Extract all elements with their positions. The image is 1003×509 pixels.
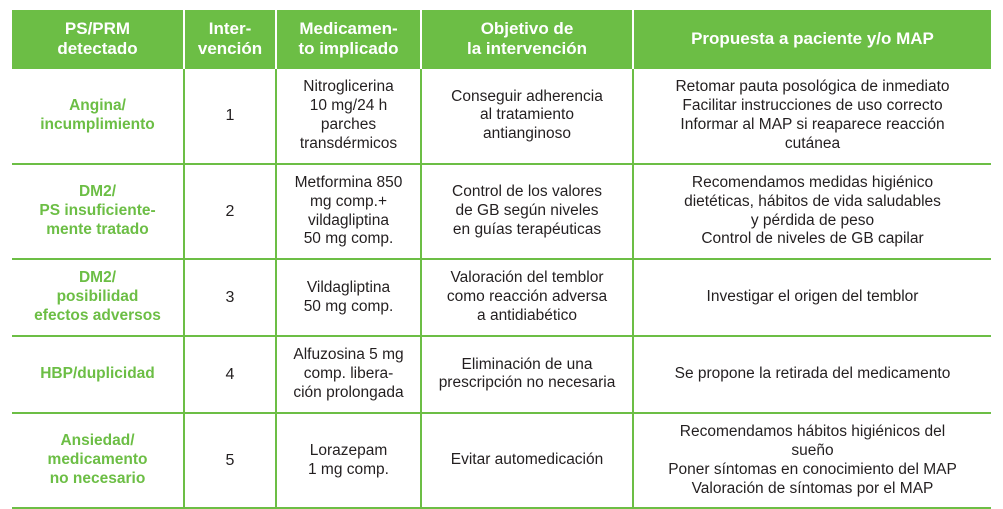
cell-intervencion: 2 (184, 164, 276, 260)
interventions-table (12, 10, 991, 509)
cell-intervencion: 4 (184, 336, 276, 413)
table-body (12, 68, 991, 508)
cell-ps-prm: Ansiedad/ medicamento no necesario (12, 413, 184, 509)
cell-medicamento: Alfuzosina 5 mg comp. libera- ción prolongada (276, 336, 421, 413)
column-header-intervencion-label: Inter- vención (197, 19, 263, 58)
table-row (12, 259, 991, 336)
cell-objetivo: Valoración del temblor como reacción adversa a antidiabético (421, 259, 633, 336)
column-header-objetivo-label: Objetivo de la intervención (467, 19, 587, 58)
cell-objetivo: Conseguir adherencia al tratamiento antianginoso (421, 68, 633, 164)
cell-objetivo: Evitar automedicación (421, 413, 633, 509)
cell-propuesta: Recomendamos hábitos higiénicos del sueño Poner síntomas en conocimiento del MAP Valoración de síntomas por el MAP (633, 413, 991, 509)
cell-ps-prm: HBP/duplicidad (12, 336, 184, 413)
cell-medicamento: Nitroglicerina 10 mg/24 h parches transdérmicos (276, 68, 421, 164)
table-header (12, 10, 991, 68)
table-header-row (12, 10, 991, 68)
cell-propuesta: Se propone la retirada del medicamento (633, 336, 991, 413)
column-header-propuesta-label: Propuesta a paciente y/o MAP (691, 28, 934, 48)
cell-medicamento: Lorazepam 1 mg comp. (276, 413, 421, 509)
cell-intervencion: 3 (184, 259, 276, 336)
column-header-ps-prm-label: PS/PRM detectado (57, 19, 138, 58)
table-row (12, 413, 991, 509)
column-header-intervencion (184, 10, 276, 68)
cell-propuesta: Investigar el origen del temblor (633, 259, 991, 336)
cell-intervencion: 1 (184, 68, 276, 164)
column-header-medicamento-label: Medicamen- to implicado (298, 19, 399, 58)
cell-medicamento: Vildagliptina 50 mg comp. (276, 259, 421, 336)
column-header-propuesta (633, 10, 991, 68)
table-row (12, 164, 991, 260)
cell-objetivo: Control de los valores de GB según niveles en guías terapéuticas (421, 164, 633, 260)
column-header-medicamento (276, 10, 421, 68)
table-row (12, 336, 991, 413)
cell-propuesta: Retomar pauta posológica de inmediato Facilitar instrucciones de uso correcto Informar al MAP si reaparece reacción cutánea (633, 68, 991, 164)
cell-intervencion: 5 (184, 413, 276, 509)
column-header-ps-prm (12, 10, 184, 68)
cell-objetivo: Eliminación de una prescripción no necesaria (421, 336, 633, 413)
cell-ps-prm: Angina/ incumplimiento (12, 68, 184, 164)
cell-propuesta: Recomendamos medidas higiénico dietéticas, hábitos de vida saludables y pérdida de peso Control de niveles de GB capilar (633, 164, 991, 260)
cell-ps-prm: DM2/ posibilidad efectos adversos (12, 259, 184, 336)
table-row (12, 68, 991, 164)
column-header-objetivo (421, 10, 633, 68)
cell-ps-prm: DM2/ PS insuficiente- mente tratado (12, 164, 184, 260)
cell-medicamento: Metformina 850 mg comp.+ vildagliptina 50 mg comp. (276, 164, 421, 260)
